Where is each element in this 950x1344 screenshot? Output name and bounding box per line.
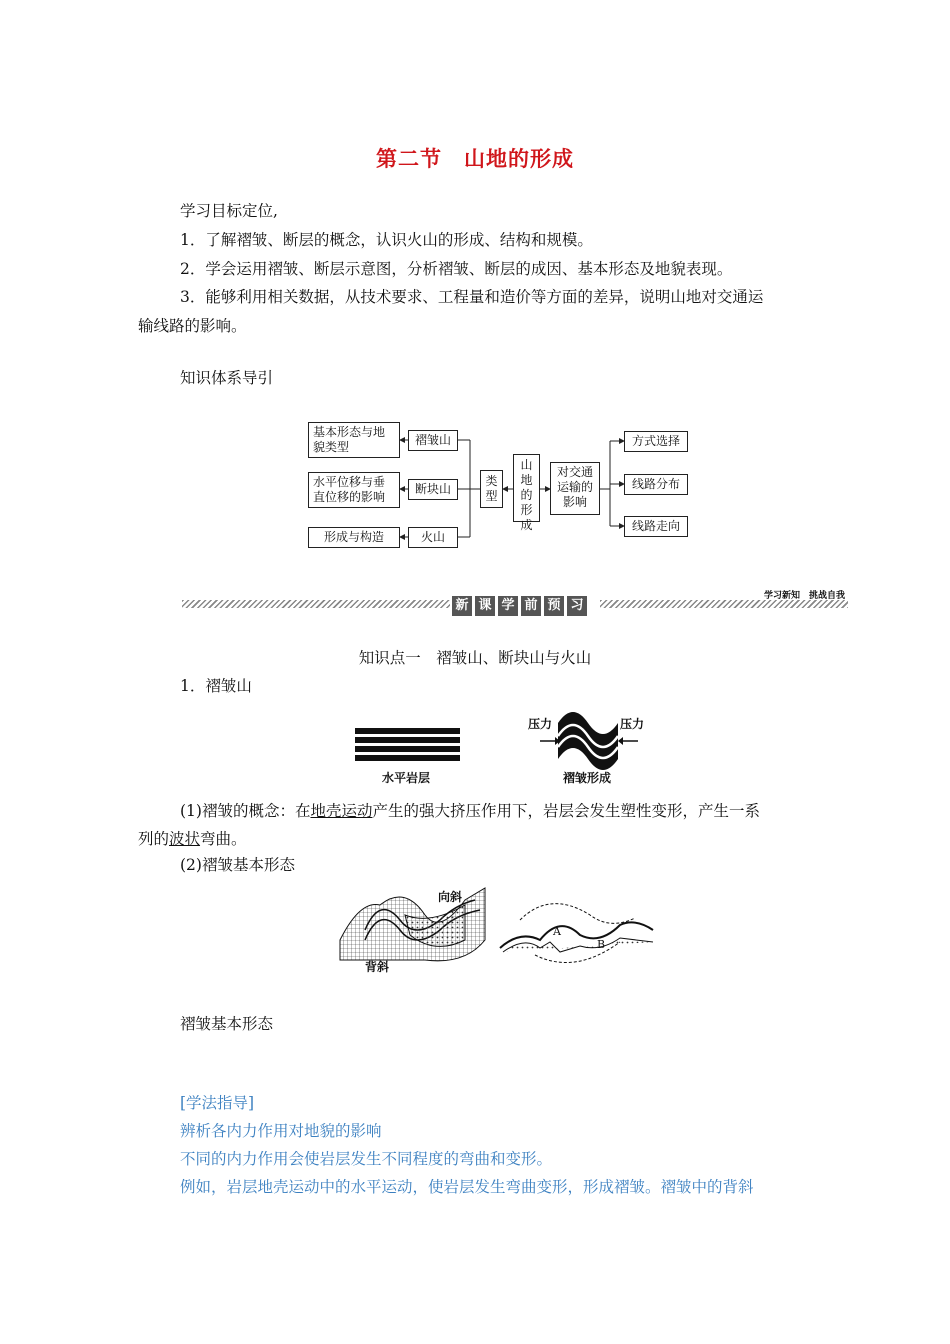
- fold-definition-continued: [138, 826, 247, 852]
- banner-stripe-left: [182, 600, 450, 608]
- sub-heading-fold-mountain: 1．褶皱山: [180, 677, 252, 695]
- concept-box-mode-choice: 方式选择: [624, 431, 688, 452]
- label-a: A: [553, 925, 561, 938]
- study-guide-line: 例如，岩层地壳运动中的水平运动，使岩层发生弯曲变形，形成褶皱。褶皱中的背斜: [180, 1178, 754, 1196]
- study-guide-line: 辨析各内力作用对地貌的影响: [180, 1122, 382, 1140]
- fold-forms-figure: [335, 880, 665, 975]
- objective-item: 1．了解褶皱、断层的概念，认识火山的形成、结构和规模。: [180, 231, 593, 249]
- label-anticline: 背斜: [365, 960, 390, 974]
- concept-box-fold-forms: 基本形态与地貌类型: [308, 422, 400, 458]
- caption-horizontal-strata: 水平岩层: [382, 771, 431, 785]
- figure-caption: 褶皱基本形态: [180, 1015, 274, 1033]
- banner-slogan: 学习新知 挑战自我: [764, 591, 846, 601]
- objective-item: 3．能够利用相关数据，从技术要求、工程量和造价等方面的差异，说明山地对交通运: [180, 288, 764, 306]
- banner-char: 前: [521, 596, 541, 616]
- section-banner: [452, 594, 590, 614]
- answer-wavy: 波状: [169, 830, 201, 848]
- fold-definition-text: 列的: [138, 830, 170, 848]
- sub-heading-fold-forms: (2)褶皱基本形态: [180, 856, 295, 874]
- study-guide-tag: [学法指导]: [180, 1094, 255, 1112]
- fold-definition-text: 产生的强大挤压作用下，岩层会发生塑性变形，产生一系: [372, 802, 760, 820]
- banner-char: 学: [498, 596, 518, 616]
- fold-formation-figure: [350, 703, 650, 788]
- answer-crust-movement: 地壳运动: [310, 802, 373, 820]
- concept-box-mountain-formation: 山地的形成: [513, 454, 540, 522]
- banner-char: 习: [567, 596, 587, 616]
- concept-box-route-direction: 线路走向: [624, 516, 688, 537]
- page-title: 第二节 山地的形成: [376, 146, 574, 171]
- fold-definition-text: (1)褶皱的概念：在: [180, 802, 311, 820]
- knowledge-guide-heading: 知识体系导引: [180, 369, 274, 387]
- concept-box-block-mountain: 断块山: [408, 479, 458, 500]
- objectives-heading: 学习目标定位,: [180, 202, 278, 220]
- banner-char: 课: [475, 596, 495, 616]
- concept-box-type: 类型: [480, 470, 503, 508]
- objective-item: 输线路的影响。: [138, 317, 247, 335]
- force-label-left: 压力: [528, 717, 553, 731]
- label-syncline: 向斜: [438, 890, 463, 904]
- concept-box-displacement: 水平位移与垂直位移的影响: [308, 472, 400, 508]
- banner-char: 预: [544, 596, 564, 616]
- banner-char: 新: [452, 596, 472, 616]
- caption-fold-formation: 褶皱形成: [563, 771, 612, 785]
- concept-box-formation: 形成与构造: [308, 527, 400, 548]
- study-guide-line: 不同的内力作用会使岩层发生不同程度的弯曲和变形。: [180, 1150, 553, 1168]
- label-b: B: [597, 938, 606, 951]
- section-heading: 知识点一 褶皱山、断块山与火山: [358, 649, 592, 667]
- concept-box-transport-impact: 对交通运输的影响: [550, 462, 600, 515]
- banner-stripe-right: [600, 600, 848, 608]
- fold-definition: [180, 798, 760, 824]
- concept-map: [300, 410, 700, 560]
- concept-box-fold-mountain: 褶皱山: [408, 430, 458, 451]
- concept-box-volcano: 火山: [408, 527, 458, 548]
- objective-item: 2．学会运用褶皱、断层示意图，分析褶皱、断层的成因、基本形态及地貌表现。: [180, 260, 733, 278]
- concept-box-route-distribution: 线路分布: [624, 474, 688, 495]
- fold-definition-text: 弯曲。: [200, 830, 247, 848]
- force-label-right: 压力: [620, 717, 645, 731]
